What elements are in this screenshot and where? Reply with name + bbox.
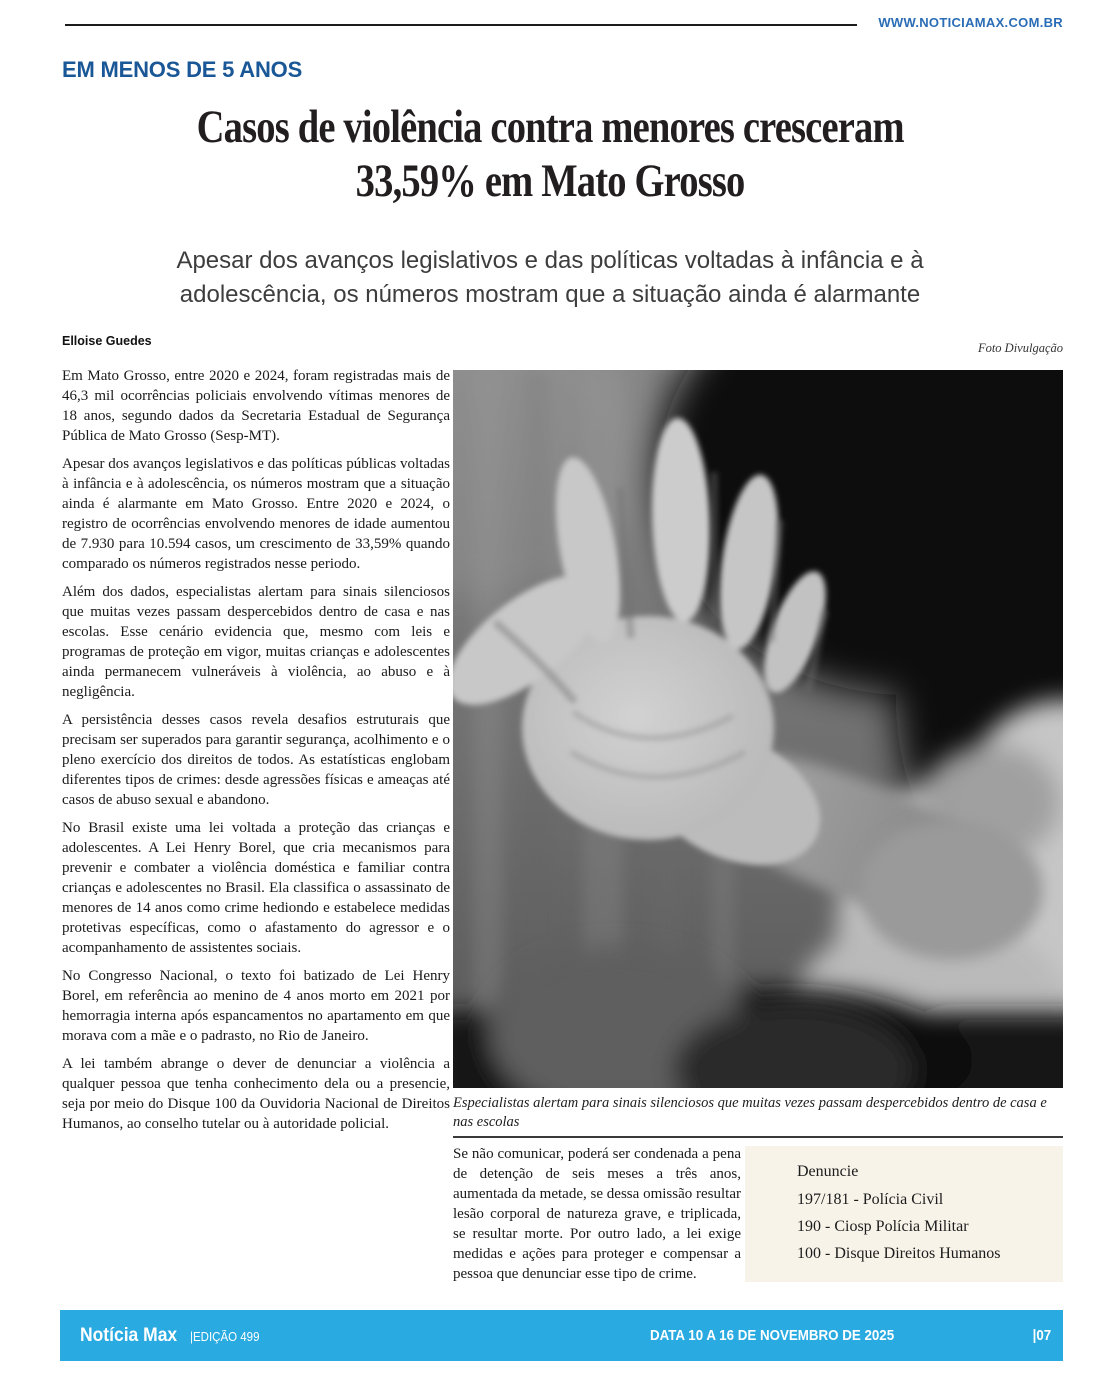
denuncie-item: 100 - Disque Direitos Humanos bbox=[797, 1245, 1001, 1262]
footer-bar bbox=[60, 1310, 1063, 1361]
article-paragraph: Além dos dados, especialistas alertam para sinais silenciosos que muitas vezes passam despercebidos dentro de casa e nas escolas. Esse cenário evidencia que, mesmo com leis e programas de proteção em vigor, muitas crianças e adolescentes ainda permanecem vulneráveis à violência, ao abuso e à negligência. bbox=[62, 584, 450, 700]
article-paragraph: No Congresso Nacional, o texto foi batizado de Lei Henry Borel, em referência ao menino de 4 anos morto em 2021 por hemorragia interna após espancamentos no apartamento em que morava com a mãe e o padrasto, no Rio de Janeiro. bbox=[62, 968, 450, 1044]
photo-caption: Especialistas alertam para sinais silenciosos que muitas vezes passam despercebidos dentro de casa e nas escolas bbox=[453, 1095, 1047, 1130]
site-url-link[interactable]: WWW.NOTICIAMAX.COM.BR bbox=[878, 15, 1063, 30]
footer-brand: Notícia Max bbox=[80, 1324, 178, 1346]
denuncie-item: 197/181 - Polícia Civil bbox=[797, 1191, 944, 1208]
article-paragraph: Em Mato Grosso, entre 2020 e 2024, foram registradas mais de 46,3 mil ocorrências policiais envolvendo vítimas menores de 18 anos, segundo dados da Secretaria Estadual de Segurança Pública de Mato Grosso (Sesp-MT). bbox=[62, 368, 450, 444]
article-body-column bbox=[62, 366, 450, 1142]
article-sub-column: Se não comunicar, poderá ser condenada a pena de detenção de seis meses a três anos, aumentada da metade, se dessa omissão resultar lesão corporal de natureza grave, e triplicada, se resultar morte. Por outro lado, a lei exige medidas e ações para proteger e compensar a pessoa que denunciar esse tipo de crime. bbox=[453, 1146, 741, 1282]
article-paragraph: A persistência desses casos revela desafios estruturais que precisam ser superados para garantir segurança, acolhimento e o pleno exercício dos direitos de todos. As estatísticas englobam diferentes tipos de crimes: desde agressões físicas e ameaças até casos de abuso sexual e abandono. bbox=[62, 712, 450, 808]
headline bbox=[50, 100, 1050, 208]
article-paragraph: A lei também abrange o dever de denunciar a violência a qualquer pessoa que tenha conhecimento dela ou a presencie, seja por meio do Disque 100 da Ouvidoria Nacional de Direitos Humanos, ao conselho tutelar ou à autoridade policial. bbox=[62, 1056, 450, 1132]
article-paragraph: No Brasil existe uma lei voltada a proteção das crianças e adolescentes. A Lei Henry Borel, que cria mecanismos para prevenir e combater a violência doméstica e familiar contra crianças e adolescentes no Brasil. Ela classifica o assassinato de menores de 14 anos como crime hediondo e estabelece medidas protetivas específicas, como o afastamento do agressor e o acompanhamento de assistentes sociais. bbox=[62, 820, 450, 956]
denuncie-item: 190 - Ciosp Polícia Militar bbox=[797, 1218, 969, 1235]
footer-page-number: |07 bbox=[1032, 1327, 1051, 1344]
footer-date: DATA 10 A 16 DE NOVEMBRO DE 2025 bbox=[650, 1327, 895, 1344]
headline-line-2: 33,59% em Mato Grosso bbox=[355, 155, 745, 207]
kicker-label: EM MENOS DE 5 ANOS bbox=[62, 57, 303, 82]
masthead-rule bbox=[65, 24, 857, 26]
article-photo bbox=[453, 370, 1063, 1088]
headline-line-1: Casos de violência contra menores cresceram bbox=[196, 101, 904, 153]
byline: Elloise Guedes bbox=[62, 334, 152, 348]
article-paragraph: Apesar dos avanços legislativos e das políticas públicas voltadas à infância e à adolescência, os números mostram que a situação ainda é alarmante em Mato Grosso. Entre 2020 e 2024, o registro de ocorrências envolvendo menores de idade aumentou de 7.930 para 10.594 casos, um crescimento de 33,59% quando comparado os números registrados nesse periodo. bbox=[62, 456, 450, 572]
footer-brand-group bbox=[80, 1325, 265, 1347]
photo-credit: Foto Divulgação bbox=[977, 341, 1063, 355]
caption-rule bbox=[453, 1136, 1063, 1138]
denuncie-title: Denuncie bbox=[797, 1163, 859, 1180]
denuncie-box bbox=[745, 1146, 1063, 1282]
footer-edition: |EDIÇÃO 499 bbox=[189, 1329, 260, 1344]
subheadline: Apesar dos avanços legislativos e das políticas voltadas à infância e à adolescência, os números mostram que a situação ainda é alarmante bbox=[176, 247, 924, 308]
